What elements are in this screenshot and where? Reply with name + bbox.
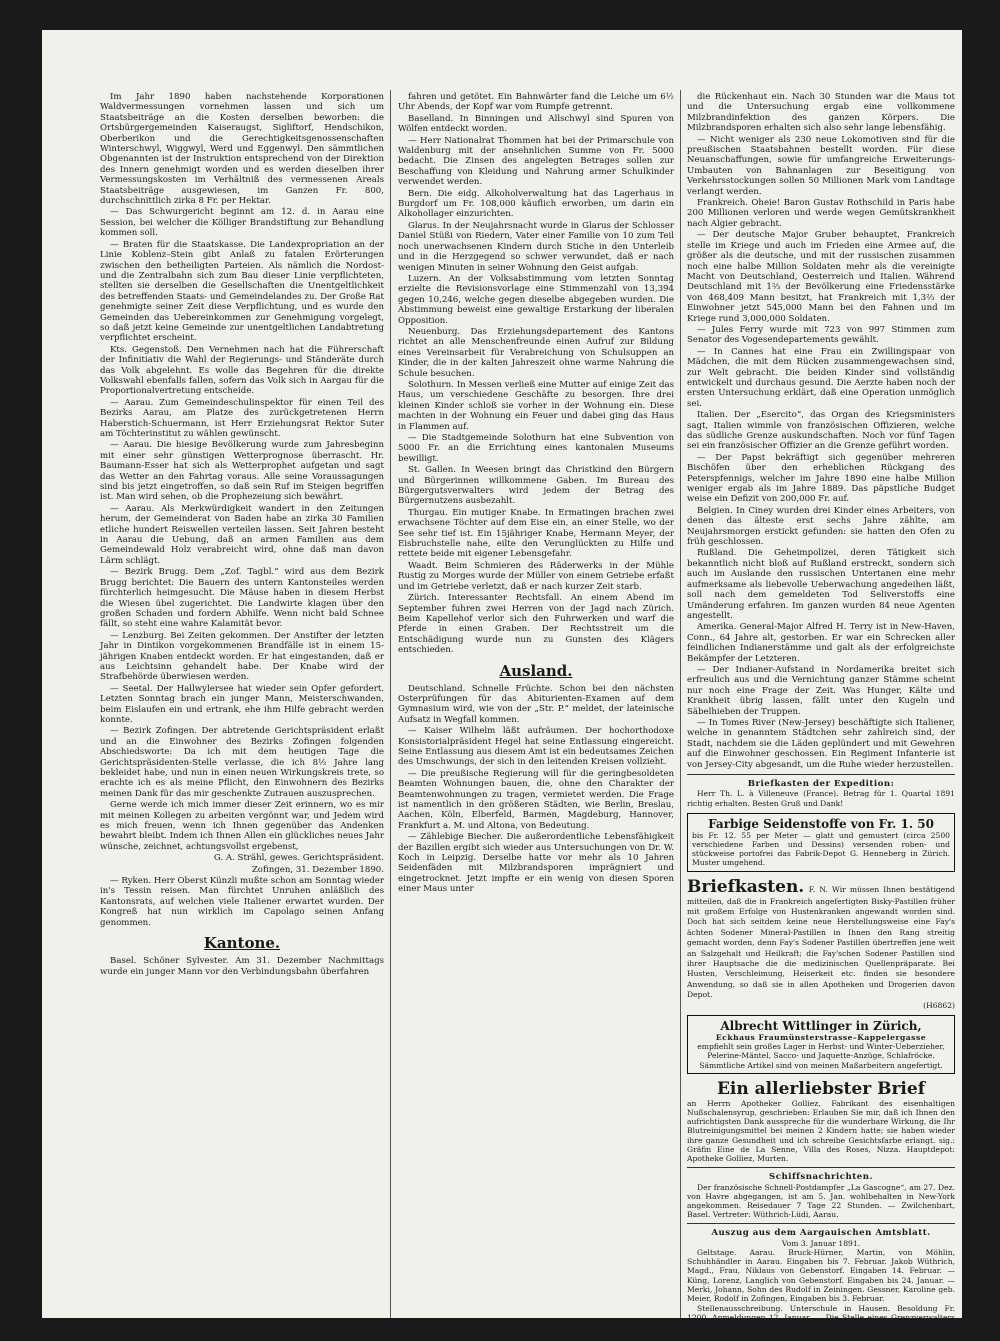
ad-text: empfiehlt sein großes Lager in Herbst- und Winter-Ueberzieher, Pelerine-Mäntel, Sacco- und Jaquette-Anzüge, Schlafröcke. Sämmtliche Artikel sind von meinen Maßarbeitern angefertigt. xyxy=(697,1042,945,1070)
article: — Braten für die Staatskasse. Die Landexpropriation an der Linie Koblenz–Stein gibt Anlaß zu fatalen Erörterungen zwischen den betheiligten Parteien. Als nämlich die Nordost- und die Zentralbahn sich zum Bau dieser Linie verpflichteten, stellten sie derselben die Gesellschaften die Unentgeltlichkeit des betreffenden Staats- und Gemeindelandes zu. Der Große Rat genehmigte seiner Zeit diese Verpflichtung, und es wurde den Gemeinden das Uebereinkommen zur Genehmigung vorgelegt, so daß jetzt keine Gemeinde zur unentgeltlichen Landabtretung verpflichtet erscheint. xyxy=(100,239,384,344)
article: St. Gallen. In Weesen bringt das Christkind den Bürgern und Bürgerinnen willkommene Gaben. Im Bureau des Bürgergutsverwalters wird jedem der Betrag des Bürgernutzens ausbezahlt. xyxy=(398,465,674,507)
ad-text: an Herrn Apotheker Golliez, Fabrikant des eisenhaltigen Nußschalensyrup, geschrieben: Erlauben Sie mir, daß ich Ihnen den aufrichtigsten Dank ausspreche für die wunderbare Wirkung, die Ihr Blutreinigungsmittel bei meinen 2 Kindern hatte; sie haben wieder ihre ganze Gesundheit und ich schreibe Gesichtsfarbe erlangt. sig.: Gräfin Eine de La Senne, Villa des Roses, Nizza. Hauptdepot: Apotheke Golliez, Murten. xyxy=(687,1098,955,1163)
ad-title: Albrecht Wittlinger in Zürich, xyxy=(720,1018,922,1033)
article: Thurgau. Ein mutiger Knabe. In Ermatingen brachen zwei erwachsene Töchter auf dem Eise ein, an einer Stelle, wo der See sehr tief ist. Ein 15jähriger Knabe, Hermann Meyer, der Eisbruchstelle nahe, eilte den Verunglückten zu Hilfe und rettete beide mit eigener Lebensgefahr. xyxy=(398,507,674,560)
article: die Rückenhaut ein. Nach 30 Stunden war die Maus tot und die Untersuchung ergab eine vollkommene Milzbrandinfektion des ganzen Körpers. Die Milzbrandsporen erhalten sich also sehr lange lebensfähig. xyxy=(687,92,955,134)
scan-border xyxy=(0,1318,1000,1341)
section-heading-kantone: Kantone. xyxy=(203,934,281,953)
article: — Die preußische Regierung will für die geringbesoldeten Beamten Wohnungen bauen, die, ohne den Charakter der Beamtenwohnungen zu tragen, vermietet werden. Die Frage ist namentlich in den größeren Städten, wie Berlin, Breslau, Aachen, Köln, Elberfeld, Barmen, Magdeburg, Hannover, Frankfurt a. M. und Altona, von Bedeutung. xyxy=(398,768,674,831)
article: — Jules Ferry wurde mit 723 von 997 Stimmen zum Senator des Vogesendepartements gewählt. xyxy=(687,324,955,346)
article: Gerne werde ich mich immer dieser Zeit erinnern, wo es mir mit meinen Kollegen zu arbeiten vergönnt war, und Jedem wird es mich freuen, wenn ich Ihnen gegenüber das Andenken bewahrt bleibt. Indem ich Ihnen Allen ein glückliches neues Jahr wünsche, zeichnet, achtungsvollst ergebenst, xyxy=(100,800,384,852)
article: Rußland. Die Geheimpolizei, deren Tätigkeit sich bekanntlich nicht bloß auf Rußland erstreckt, sondern sich auch im Auslande den russischen Untertanen eine mehr aufmerksame als liebevolle Ueberwachung angedeihen läßt, soll nach dem gemeldeten Tod Seliverstoffs eine Umänderung erfahren. Im ganzen wurden 84 neue Agenten angestellt. xyxy=(687,548,955,621)
ad-code: (H6862) xyxy=(923,1000,955,1010)
article: — Bezirk Zofingen. Der abtretende Gerichtspräsident erlaßt und an die Einwohner des Bezirks Zofingen folgenden Abschiedsworte: Da ich mit dem heutigen Tage die Gerichtspräsidenten-Stelle verlasse, die ich 8½ Jahre lang bekleidet habe, und nun in einen neuen Wirkungskreis trete, so erachte ich es als meine Pflicht, den Einwohnern des Bezirks meinen Dank für das mir geschenkte Zutrauen auszusprechen. xyxy=(100,726,384,799)
article: Belgien. In Ciney wurden drei Kinder eines Arbeiters, von denen das älteste erst sechs Jahre zählte, am Neujahrsmorgen erstickt gefunden: sie hatten den Ofen zu früh geschlossen. xyxy=(687,505,955,548)
expedition-heading: Briefkasten der Expedition: xyxy=(747,779,895,789)
article: Luzern. An der Volksabstimmung vom letzten Sonntag erzielte die Revisionsvorlage eine Stimmenzahl von 13,394 gegen 10,246, welche gegen dieselbe abgegeben wurden. Die Abstimmung beweist eine gewaltige Erstarkung der liberalen Opposition. xyxy=(398,273,674,326)
article: Amerika. General-Major Alfred H. Terry ist in New-Haven, Conn., 64 Jahre alt, gestorben. Er war ein Schrecken aller feindlichen Indianerstämme und galt als der erfolgreichste Bekämpfer der Letzteren. xyxy=(687,622,955,664)
article: Glarus. In der Neujahrsnacht wurde in Glarus der Schlosser Daniel Stüßi von Riedern, Vater einer Familie von 10 zum Teil noch unerwachsenen Kindern durch Stiche in den Unterleib und in die Herzgegend so schwer verwundet, daß er nach wenigen Minuten in seiner Wohnung den Geist aufgab. xyxy=(398,220,674,273)
newspaper-page xyxy=(42,30,962,1330)
amtsblatt-text: Stellenausschreibung. Unterschule in Hausen. Besoldung Fr. xyxy=(697,1304,955,1314)
ad-title: Ein allerliebster Brief xyxy=(716,1078,926,1099)
article: — Aarau. Zum Gemeindeschulinspektor für einen Teil des Bezirks Aarau, am Platze des zurückgetretenen Herrn Haberstich-Schuermann, ist Herr Erziehungsrat Rektor Suter am Töchterinstitut zu wählen gewünscht. xyxy=(100,397,384,439)
shipping-heading: Schiffsnachrichten. xyxy=(769,1172,873,1183)
article: — Zählebige Biecher. Die außerordentliche Lebensfähigkeit der Bazillen ergibt sich wieder aus Untersuchungen von Dr. W. Koch in Leipzig. Derselbe hatte vor mehr als 10 Jahren Seidenfäden mit Milzbrandsporen imprägniert und eingetrocknet. Jetzt impfte er ein wenig von diesen Sporen einer Maus unter xyxy=(398,832,674,895)
amtsblatt-text: Geltstage. Aarau. Bruck-Hürner, Martin, von Möhlin, Schuhhändler in Aarau. Eingaben bis 7. Februar. Jakob Wüthrich, Magd., Frau, Niklaus von Gebenstorf. Eingaben 14. Februar. — Küng, Lorenz, Langlich von Gebenstorf. Eingaben bis 24. Januar. — Merki, Johann, Sohn des Rudolf in Zeiningen. Gessner, Karoline geb. Meier, Rodolf in Zofingen, Eingaben bis 3. Februar. xyxy=(687,1247,955,1303)
article: — Aarau. Als Merkwürdigkeit wandert in den Zeitungen herum, der Gemeinderat von Baden habe an zirka 30 Familien etliche hundert Reiswellen verteilen lassen. Seit Jahren besteht in Aarau die Uebung, daß an armen Familien aus dem Gemeindewald Holz verabreicht wird, ohne daß man davon Lärm schlägt. xyxy=(100,503,384,566)
article: Im Jahr 1890 haben nachstehende Korporationen Waldvermessungen vornehmen lassen und sich um Staatsbeiträge an die Kosten derselben beworben: die Ortsbürgergemeinden Kaiseraugst, Sigliftorf, Hendschikon, Oberberikon und die Gerechtigkeitsgenossenschaften Winterschwyl, Wiggwyl, Werd und Eggenwyl. Den sämmtlichen Obgenannten ist der Instruktion entsprechend von der Direktion des Innern genehmigt worden und es werden dieselben ihrer Vermessungskosten im Verhältniß des vermessenen Areals Staatsbeiträge ausgewiesen, im Ganzen Fr. 800, durchschnittlich zirka 8 Fr. per Hektar. xyxy=(100,92,384,207)
ad-wittlinger xyxy=(687,1015,955,1074)
column-rule xyxy=(680,90,681,1320)
article: Neuenburg. Das Erziehungsdepartement des Kantons richtet an alle Menschenfreunde einen Aufruf zur Bildung eines Vereinsarbeit für Verabreichung von Schulsuppen an Kinder, die in der kalten Jahreszeit ohne warme Nahrung die Schule besuchen. xyxy=(398,326,674,379)
divider xyxy=(687,774,955,775)
article: Basel. Schöner Sylvester. Am 31. Dezember Nachmittags wurde ein junger Mann vor den Verbindungsbahn überfahren xyxy=(100,956,384,977)
article: Kts. Gegenstoß. Den Vernehmen nach hat die Führerschaft der Infinitiativ die Wahl der Regierungs- und Ständeräte durch das Volk abgelehnt. Es wolle das Begehren für die direkte Volkswahl ebenfalls fallen, sofern das Volk sich in Aargau für die Proportionalvertretung entscheide. xyxy=(100,344,384,397)
ad-briefkasten xyxy=(687,877,955,1010)
column-3 xyxy=(687,92,955,1327)
section-heading-ausland: Ausland. xyxy=(499,661,573,680)
article: — In Cannes hat eine Frau ein Zwillingspaar von Mädchen, die mit dem Rücken zusammengewachsen sind, zur Welt gebracht. Die beiden Kinder sind vollständig entwickelt und durchaus gesund. Die Aerzte haben noch der ersten Untersuchung erklärt, daß eine Operation unmöglich sei. xyxy=(687,346,955,409)
column-2 xyxy=(398,92,674,1327)
signature: G. A. Strähl, gewes. Gerichtspräsident. xyxy=(213,853,384,864)
article: — Das Schwurgericht beginnt am 12. d. in Aarau eine Session, bei welcher die Kölliger Brandstiftung zur Behandlung kommen soll. xyxy=(100,207,384,239)
ad-title: Farbige Seidenstoffe von Fr. 1. 50 xyxy=(708,816,934,831)
article: Italien. Der „Esercito“, das Organ des Kriegsministers sagt, Italien wimmle von französischen Offizieren, welche das südliche Grenze auskundschaften. Noch vor fünf Tagen sei ein französischer Offizier an die Grenze geführt worden. xyxy=(687,410,955,452)
article: — Nicht weniger als 230 neue Lokomotiven sind für die preußischen Staatsbahnen bestellt worden. Für diese Neuanschaffungen, sowie für umfangreiche Erweiterungs-Umbauten von Bahnanlagen zur Beseitigung von Verkehrsstockungen sollen 50 Millionen Mark vom Landtage verlangt werden. xyxy=(687,134,955,197)
column-1 xyxy=(100,92,384,1327)
dateline: Zofingen, 31. Dezember 1890. xyxy=(251,864,384,875)
expedition-note: Herr Th. L. à Villeneuve (France). Betrag für 1. Quartal 1891 richtig erhalten. Besten Gruß und Dank! xyxy=(687,789,955,808)
ad-subtitle: Eckhaus Fraumünsterstrasse–Kappelergasse xyxy=(715,1032,927,1042)
article: Baselland. In Binningen und Allschwyl sind Spuren von Wölfen entdeckt worden. xyxy=(398,113,674,135)
shipping-text: Der französische Schnell-Postdampfer „La Gascogne“, am 27. Dez. von Havre abgegangen, ist am 5. Jan. wohlbehalten in New-York angekommen. Reisedauer 7 Tage 22 Stunden. — Zwilchenbart, Basel. Vertreter: Wüthrich-Lüdi, Aarau. xyxy=(687,1182,955,1220)
ad-text: F. N. Wir müssen Ihnen bestätigend mitteilen, daß die in Frankreich angefertigten Bisky-Pastillen früher mit großem Erfolge von Hustenkranken angewandt worden sind. Doch hat sich seitdem keine neue Herstellungsweise eine Fay's ächten Sodener Mineral-Pastillen in Ihnen den Rang streitig gemacht worden, denn Fay's Sodener Pastillen übertreffen jene weit an Salzgehalt und Heilkraft; die Fay'schen Sodener Pastillen sind ihrer Hauptsache die die medizinischen Quellenpräparate. Bei Husten, Verschleimung, Heiserkeit etc. finden sie besondere Anwendung, so daß sie in allen Apotheken und Drogerien davon Depot. xyxy=(687,884,955,1000)
amtsblatt-date: Vom 3. Januar 1891. xyxy=(781,1238,861,1248)
article: — Seetal. Der Hallwylersee hat wieder sein Opfer gefordert. Letzten Sonntag brach ein junger Mann, Meisterschwanden, beim Eislaufen ein und ertrank, ehe ihm Hilfe gebracht werden konnte. xyxy=(100,683,384,725)
article: — Aarau. Die hiesige Bevölkerung wurde zum Jahresbeginn mit einer sehr günstigen Wetterprognose überrascht. Hr. Baumann-Esser hat sich als Wetterprophet aufgetan und sagt das Wetter an den Fahrtag voraus. Alle seine Voraussagungen sind bis jetzt eingetroffen, so daß sein Ruf im Steigen begriffen ist. Man wird sehen, ob die Prophezeiung sich bewährt. xyxy=(100,440,384,503)
article: fahren und getötet. Ein Bahnwärter fand die Leiche um 6½ Uhr Abends, der Kopf war vom Rumpfe getrennt. xyxy=(398,92,674,113)
article: Bern. Die eidg. Alkoholverwaltung hat das Lagerhaus in Burgdorf um Fr. 108,000 käuflich erworben, um darin ein Alkohollager einzurichten. xyxy=(398,188,674,220)
article: Deutschland. Schnelle Früchte. Schon bei den nächsten Osterprüfungen für das Abiturienten-Examen auf dem Gymnasium wird, wie von der „Str. P.“ meldet, der lateinische Aufsatz in Wegfall kommen. xyxy=(398,683,674,725)
article: — Lenzburg. Bei Zeiten gekommen. Der Anstifter der letzten Jahr in Dintikon vorgekommenen Brandfälle ist in einem 15-jährigen Knaben entdeckt worden. Er hat eingestanden, daß er aus Leichtsinn gehandelt habe. Der Knabe wird der Strafbehörde überwiesen werden. xyxy=(100,630,384,683)
article: Waadt. Beim Schmieren des Räderwerks in der Mühle Rustig zu Morges wurde der Müller von einem Getriebe erfaßt und im Getriebe verletzt, daß er nach kurzer Zeit starb. xyxy=(398,560,674,592)
article: — Ryken. Herr Oberst Künzli mußte schon am Sonntag wieder in's Tessin reisen. Man fürchtet Unruhen anläßlich des Kantonsrats, auf welchen viele Italiener erwartet wurden. Der Kongreß hat nun wirklich im Capolago seinen Anfang genommen. xyxy=(100,876,384,928)
article: — Der deutsche Major Gruber behauptet, Frankreich stelle im Kriege und auch im Frieden eine Armee auf, die größer als die deutsche, und mit der russischen zusammen noch eine halbe Million Soldaten mehr als die vereinigte Macht von Deutschland, Oesterreich und Italien. Während Deutschland mit 1⅔ der Bevölkerung eine Friedensstärke von 468,409 Mann besitzt, hat Frankreich mit 1,3⅔ der Einwohner jetzt 545,000 Mann bei den Fahnen und im Kriege rund 3,000,000 Soldaten. xyxy=(687,230,955,324)
article: — Der Indianer-Aufstand in Nordamerika breitet sich erfreulich aus und die Vernichtung ganzer Stämme scheint nur noch eine Frage der Zeit. Was Hunger, Kälte und Krankheit übrig lassen, fällt unter den Kugeln und Säbelhieben der Truppen. xyxy=(687,664,955,717)
article: — Bezirk Brugg. Dem „Zof. Tagbl.“ wird aus dem Bezirk Brugg berichtet: Die Bauern des untern Kantonsteiles werden fürchterlich heimgesucht. Die Mäuse haben in diesem Herbst die Wiesen übel zugerichtet. Die Landwirte klagen über den großen Schaden und fordern Abhilfe. Wenn nicht bald Schnee fällt, so steht eine wahre Kalamität bevor. xyxy=(100,567,384,630)
article: — In Tomes River (New-Jersey) beschäftigte sich Italiener, welche in genanntem Städtchen sehr zahlreich sind, der Stadt, nachdem sie die Läden geplündert und mit Gewehren auf die Einwohner geschossen. Ein Regiment Infanterie ist von Jersey-City abgesandt, um die Ruhe wieder herzustellen. xyxy=(687,717,955,770)
article: Solothurn. In Messen verließ eine Mutter auf einige Zeit das Haus, um verschiedene Geschäfte zu besorgen. Ihre drei kleinen Kinder schloß sie vorher in der Wohnung ein. Diese machten in der Wohnung ein Feuer und dabei ging das Haus in Flammen auf. xyxy=(398,379,674,432)
article: — Herr Nationalrat Thommen hat bei der Primarschule von Waldenburg mit der ansehnlichen Summe von Fr. 5000 bedacht. Die Zinsen des angelegten Betrages sollen zur Beschaffung von Kleidung und Nahrung armer Schulkinder verwendet werden. xyxy=(398,135,674,188)
article: Zürich. Interessanter Rechtsfall. An einem Abend im September fuhren zwei Herren von der Jagd nach Zürich. Beim Kapellehof verlor sich den Fuhrwerken und warf die Pferde in einen Graben. Der Rechtsstreit um die Entschädigung wurde nun zu Gunsten des Klägers entschieden. xyxy=(398,593,674,656)
article: — Der Papst bekräftigt sich gegenüber mehreren Bischöfen über den erheblichen Rückgang des Peterspfennigs, welcher im Jahre 1890 eine halbe Million weniger ergab als im Jahre 1889. Das päpstliche Budget weise ein Defizit von 200,000 Fr. auf. xyxy=(687,452,955,505)
divider xyxy=(687,1167,955,1168)
ad-silk-fabrics xyxy=(687,813,955,872)
column-rule xyxy=(390,90,391,1320)
article: Frankreich. Oheie! Baron Gustav Rothschild in Paris habe 200 Millionen verloren und werde wegen Gemütskrankheit nach Algier gebracht. xyxy=(687,198,955,229)
divider xyxy=(687,1223,955,1224)
ad-text: bis Fr. 12. 55 per Meter — glatt und gemustert (circa 2500 verschiedene Farben und Dessins) versenden roben- und stückweise portofrei das Fabrik-Depot G. Henneberg in Zürich. Muster umgehend. xyxy=(692,830,950,868)
ad-title: Briefkasten. xyxy=(687,876,805,897)
ad-golliez xyxy=(687,1079,955,1163)
article: — Kaiser Wilhelm läßt aufräumen. Der hochorthodoxe Konsistorialpräsident Hegel hat seine Entlassung eingereicht. Seine Entlassung aus diesem Amt ist ein bedeutsames Zeichen des Umschwungs, der sich in den leitenden Kreisen vollzieht. xyxy=(398,726,674,768)
amtsblatt-heading: Auszug aus dem Aargauischen Amtsblatt. xyxy=(711,1228,931,1239)
article: — Die Stadtgemeinde Solothurn hat eine Subvention von 5000 Fr. an die Errichtung eines kantonalen Museums bewilligt. xyxy=(398,433,674,464)
